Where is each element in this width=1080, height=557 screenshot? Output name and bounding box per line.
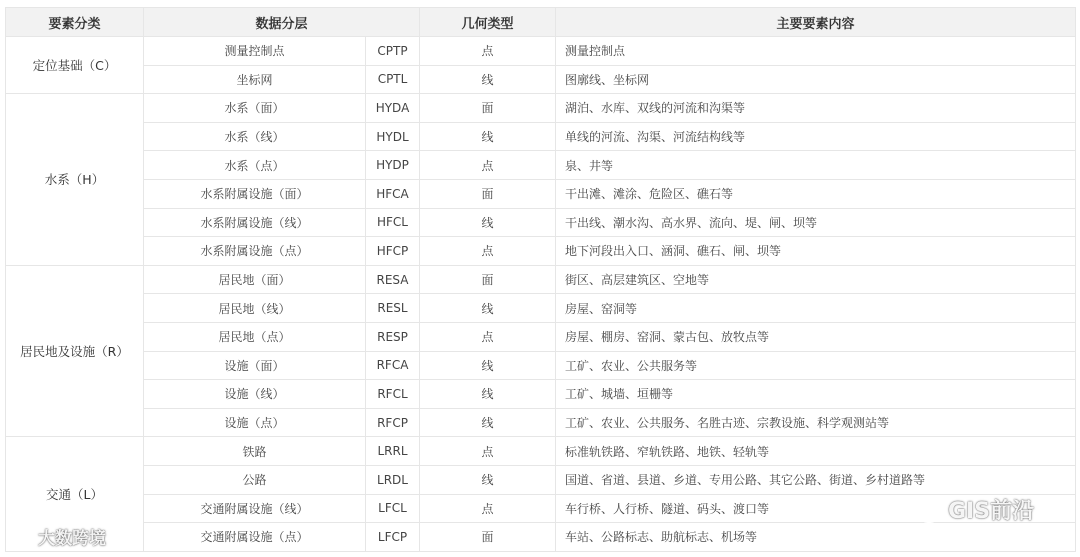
table-row — [6, 465, 1076, 494]
table-row — [6, 380, 1076, 409]
geometry-type-cell: 线 — [420, 351, 556, 380]
code-cell: CPTL — [366, 65, 420, 94]
code-cell: CPTP — [366, 37, 420, 66]
chat-bubble-icon — [8, 526, 34, 548]
table-body — [6, 37, 1076, 552]
watermark-left — [8, 524, 106, 549]
header-category: 要素分类 — [6, 8, 144, 37]
table-row — [6, 179, 1076, 208]
table-row — [6, 265, 1076, 294]
geometry-type-cell: 面 — [420, 523, 556, 552]
code-cell: RFCA — [366, 351, 420, 380]
table-row — [6, 294, 1076, 323]
layer-cell: 居民地（线） — [144, 294, 366, 323]
layer-cell: 水系（线） — [144, 122, 366, 151]
geometry-type-cell: 线 — [420, 294, 556, 323]
table-row — [6, 351, 1076, 380]
header-geometry-type: 几何类型 — [420, 8, 556, 37]
content-cell: 工矿、城墙、垣栅等 — [556, 380, 1076, 409]
content-cell: 测量控制点 — [556, 37, 1076, 66]
feature-classification-table — [5, 7, 1076, 552]
geometry-type-cell: 线 — [420, 380, 556, 409]
table-row — [6, 65, 1076, 94]
content-cell: 干出滩、滩涂、危险区、礁石等 — [556, 179, 1076, 208]
code-cell: HFCL — [366, 208, 420, 237]
table-row — [6, 437, 1076, 466]
layer-cell: 水系（点） — [144, 151, 366, 180]
layer-cell: 水系附属设施（点） — [144, 237, 366, 266]
category-cell: 交通（L） — [6, 437, 144, 551]
code-cell: LRRL — [366, 437, 420, 466]
layer-cell: 水系附属设施（面） — [144, 179, 366, 208]
layer-cell: 交通附属设施（点） — [144, 523, 366, 552]
code-cell: RESL — [366, 294, 420, 323]
code-cell: LFCP — [366, 523, 420, 552]
table-row — [6, 322, 1076, 351]
layer-cell: 居民地（点） — [144, 322, 366, 351]
geometry-type-cell: 面 — [420, 94, 556, 123]
content-cell: 标准轨铁路、窄轨铁路、地铁、轻轨等 — [556, 437, 1076, 466]
layer-cell: 水系附属设施（线） — [144, 208, 366, 237]
table-header-row — [6, 8, 1076, 37]
category-cell: 水系（H） — [6, 94, 144, 266]
code-cell: RFCL — [366, 380, 420, 409]
content-cell: 车行桥、人行桥、隧道、码头、渡口等 — [556, 494, 1076, 523]
table-row — [6, 237, 1076, 266]
code-cell: HYDP — [366, 151, 420, 180]
geometry-type-cell: 线 — [420, 208, 556, 237]
content-cell: 单线的河流、沟渠、河流结构线等 — [556, 122, 1076, 151]
wechat-icon — [906, 495, 942, 525]
watermark-right — [906, 494, 1034, 525]
geometry-type-cell: 线 — [420, 408, 556, 437]
code-cell: LRDL — [366, 465, 420, 494]
code-cell: HFCA — [366, 179, 420, 208]
layer-cell: 居民地（面） — [144, 265, 366, 294]
code-cell: HFCP — [366, 237, 420, 266]
layer-cell: 交通附属设施（线） — [144, 494, 366, 523]
geometry-type-cell: 线 — [420, 65, 556, 94]
table-row — [6, 208, 1076, 237]
content-cell: 车站、公路标志、助航标志、机场等 — [556, 523, 1076, 552]
code-cell: HYDL — [366, 122, 420, 151]
geometry-type-cell: 线 — [420, 122, 556, 151]
table-row — [6, 151, 1076, 180]
geometry-type-cell: 点 — [420, 37, 556, 66]
table-row — [6, 408, 1076, 437]
code-cell: RESP — [366, 322, 420, 351]
content-cell: 湖泊、水库、双线的河流和沟渠等 — [556, 94, 1076, 123]
feature-classification-table-container — [5, 7, 1075, 552]
layer-cell: 测量控制点 — [144, 37, 366, 66]
watermark-right-text: GIS前沿 — [948, 499, 1035, 524]
category-cell: 居民地及设施（R） — [6, 265, 144, 437]
category-cell: 定位基础（C） — [6, 37, 144, 94]
content-cell: 工矿、农业、公共服务等 — [556, 351, 1076, 380]
table-row — [6, 94, 1076, 123]
geometry-type-cell: 线 — [420, 465, 556, 494]
layer-cell: 设施（线） — [144, 380, 366, 409]
content-cell: 泉、井等 — [556, 151, 1076, 180]
header-content: 主要要素内容 — [556, 8, 1076, 37]
table-row — [6, 523, 1076, 552]
layer-cell: 水系（面） — [144, 94, 366, 123]
content-cell: 国道、省道、县道、乡道、专用公路、其它公路、街道、乡村道路等 — [556, 465, 1076, 494]
header-layer: 数据分层 — [144, 8, 420, 37]
geometry-type-cell: 点 — [420, 322, 556, 351]
content-cell: 房屋、棚房、窑洞、蒙古包、放牧点等 — [556, 322, 1076, 351]
code-cell: HYDA — [366, 94, 420, 123]
table-row — [6, 37, 1076, 66]
layer-cell: 设施（面） — [144, 351, 366, 380]
geometry-type-cell: 点 — [420, 437, 556, 466]
layer-cell: 铁路 — [144, 437, 366, 466]
geometry-type-cell: 点 — [420, 237, 556, 266]
code-cell: RESA — [366, 265, 420, 294]
content-cell: 房屋、窑洞等 — [556, 294, 1076, 323]
layer-cell: 公路 — [144, 465, 366, 494]
geometry-type-cell: 点 — [420, 494, 556, 523]
geometry-type-cell: 面 — [420, 179, 556, 208]
watermark-left-text: 大数跨境 — [38, 529, 106, 549]
code-cell: RFCP — [366, 408, 420, 437]
content-cell: 图廓线、坐标网 — [556, 65, 1076, 94]
content-cell: 干出线、潮水沟、高水界、流向、堤、闸、坝等 — [556, 208, 1076, 237]
table-row — [6, 122, 1076, 151]
content-cell: 工矿、农业、公共服务、名胜古迹、宗教设施、科学观测站等 — [556, 408, 1076, 437]
layer-cell: 设施（点） — [144, 408, 366, 437]
layer-cell: 坐标网 — [144, 65, 366, 94]
content-cell: 街区、高层建筑区、空地等 — [556, 265, 1076, 294]
geometry-type-cell: 面 — [420, 265, 556, 294]
content-cell: 地下河段出入口、涵洞、礁石、闸、坝等 — [556, 237, 1076, 266]
geometry-type-cell: 点 — [420, 151, 556, 180]
code-cell: LFCL — [366, 494, 420, 523]
